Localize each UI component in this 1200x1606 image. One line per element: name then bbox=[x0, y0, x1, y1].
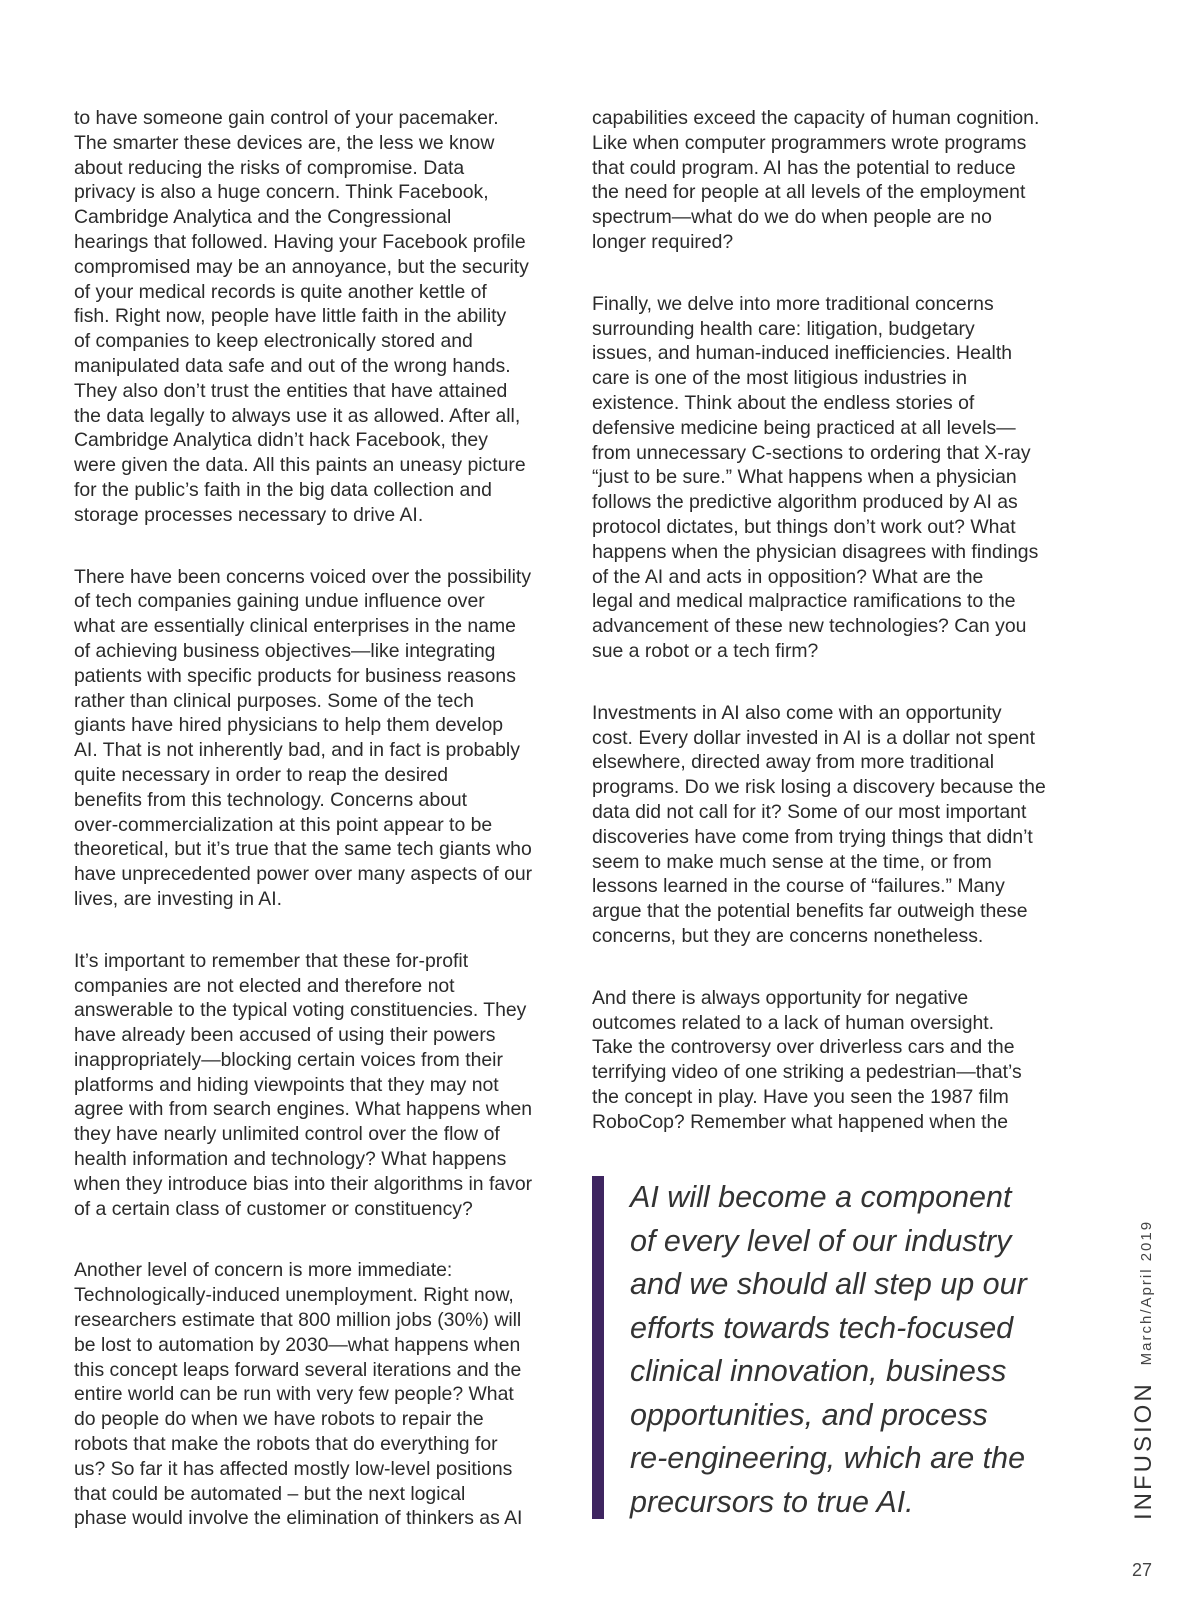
body-paragraph: There have been concerns voiced over the possibility of tech companies gaining undue influence over what are essentially clinical enterprises in the name of achieving business objectives—like integrating patients with specific products for business reasons rather than clinical purposes. Some of the tech giants have hired physicians to help them develop AI. That is not inherently bad, and in fact is probably quite necessary in order to reap the desired benefits from this technology. Concerns about over-commercialization at this point appear to be theoretical, but it’s true that the same tech giants who have unprecedented power over many aspects of our lives, are investing in AI. bbox=[74, 565, 533, 910]
right-column bbox=[592, 106, 1092, 1171]
left-column bbox=[74, 106, 580, 1568]
body-paragraph: It’s important to remember that these for-profit companies are not elected and therefore not answerable to the typical voting constituencies. They have already been accused of using their powers inappropriately—blocking certain voices from their platforms and hiding viewpoints that they may not agree with from search engines. What happens when they have nearly unlimited control over the flow of health information and technology? What happens when they introduce bias into their algorithms in favor of a certain class of customer or constituency? bbox=[74, 949, 533, 1220]
body-paragraph: to have someone gain control of your pacemaker. The smarter these devices are, the less we know about reducing the risks of compromise. Data privacy is also a huge concern. Think Facebook, Cambridge Analytica and the Congressional hearings that followed. Having your Facebook profile compromised may be an annoyance, but the security of your medical records is quite another kettle of fish. Right now, people have little faith in the ability of companies to keep electronically stored and manipulated data safe and out of the wrong hands. They also don’t trust the entities that have attained the data legally to always use it as allowed. After all, Cambridge Analytica didn’t hack Facebook, they were given the data. All this paints an uneasy picture for the public’s faith in the big data collection and storage processes necessary to drive AI. bbox=[74, 107, 529, 526]
body-paragraph: Finally, we delve into more traditional concerns surrounding health care: litigation, budgetary issues, and human-induced inefficiencies. Health care is one of the most litigious industries in existence. Think about the endless stories of defensive medicine being practiced at all levels— from unnecessary C-sections to ordering that X-ray “just to be sure.” What happens when a physician follows the predictive algorithm produced by AI as protocol dictates, but things don’t work out? What happens when the physician disagrees with findings of the AI and acts in opposition? What are the legal and medical malpractice ramifications to the advancement of these new technologies? Can you sue a robot or a tech firm? bbox=[592, 292, 1039, 662]
issue-date: March/April 2019 bbox=[1138, 1219, 1155, 1366]
magazine-brand: INFUSION bbox=[1130, 1381, 1157, 1520]
pull-quote-text: AI will become a component of every level of our industry and we should all step up our efforts towards tech-focused clinical innovation, business opportunities, and process re-engineering, which are the precursors to true AI. bbox=[630, 1180, 1027, 1519]
body-paragraph: And there is always opportunity for negative outcomes related to a lack of human oversight. Take the controversy over driverless cars and the terrifying video of one striking a pedestrian—that’s the concept in play. Have you seen the 1987 film RoboCop? Remember what happened when the bbox=[592, 986, 1022, 1133]
pull-quote bbox=[592, 1176, 1092, 1519]
body-paragraph: Another level of concern is more immediate: Technologically-induced unemployment. Right now, researchers estimate that 800 million jobs (30%) will be lost to automation by 2030—what happens when this concept leaps forward several iterations and the entire world can be run with very few people? What do people do when we have robots to repair the robots that make the robots that do everything for us? So far it has affected mostly low-level positions that could be automated – but the next logical phase would involve the elimination of thinkers as AI bbox=[74, 1259, 523, 1530]
pull-quote-bar bbox=[592, 1176, 604, 1519]
body-paragraph: capabilities exceed the capacity of human cognition. Like when computer programmers wrote programs that could program. AI has the potential to reduce the need for people at all levels of the employment spectrum—what do we do when people are no longer required? bbox=[592, 107, 1040, 253]
page-number: 27 bbox=[1132, 1560, 1153, 1580]
body-paragraph: Investments in AI also come with an opportunity cost. Every dollar invested in AI is a dollar not spent elsewhere, directed away from more traditional programs. Do we risk losing a discovery because the data did not call for it? Some of our most important discoveries have come from trying things that didn’t seem to make much sense at the time, or from lessons learned in the course of “failures.” Many argue that the potential benefits far outweigh these concerns, but they are concerns nonetheless. bbox=[592, 701, 1046, 947]
